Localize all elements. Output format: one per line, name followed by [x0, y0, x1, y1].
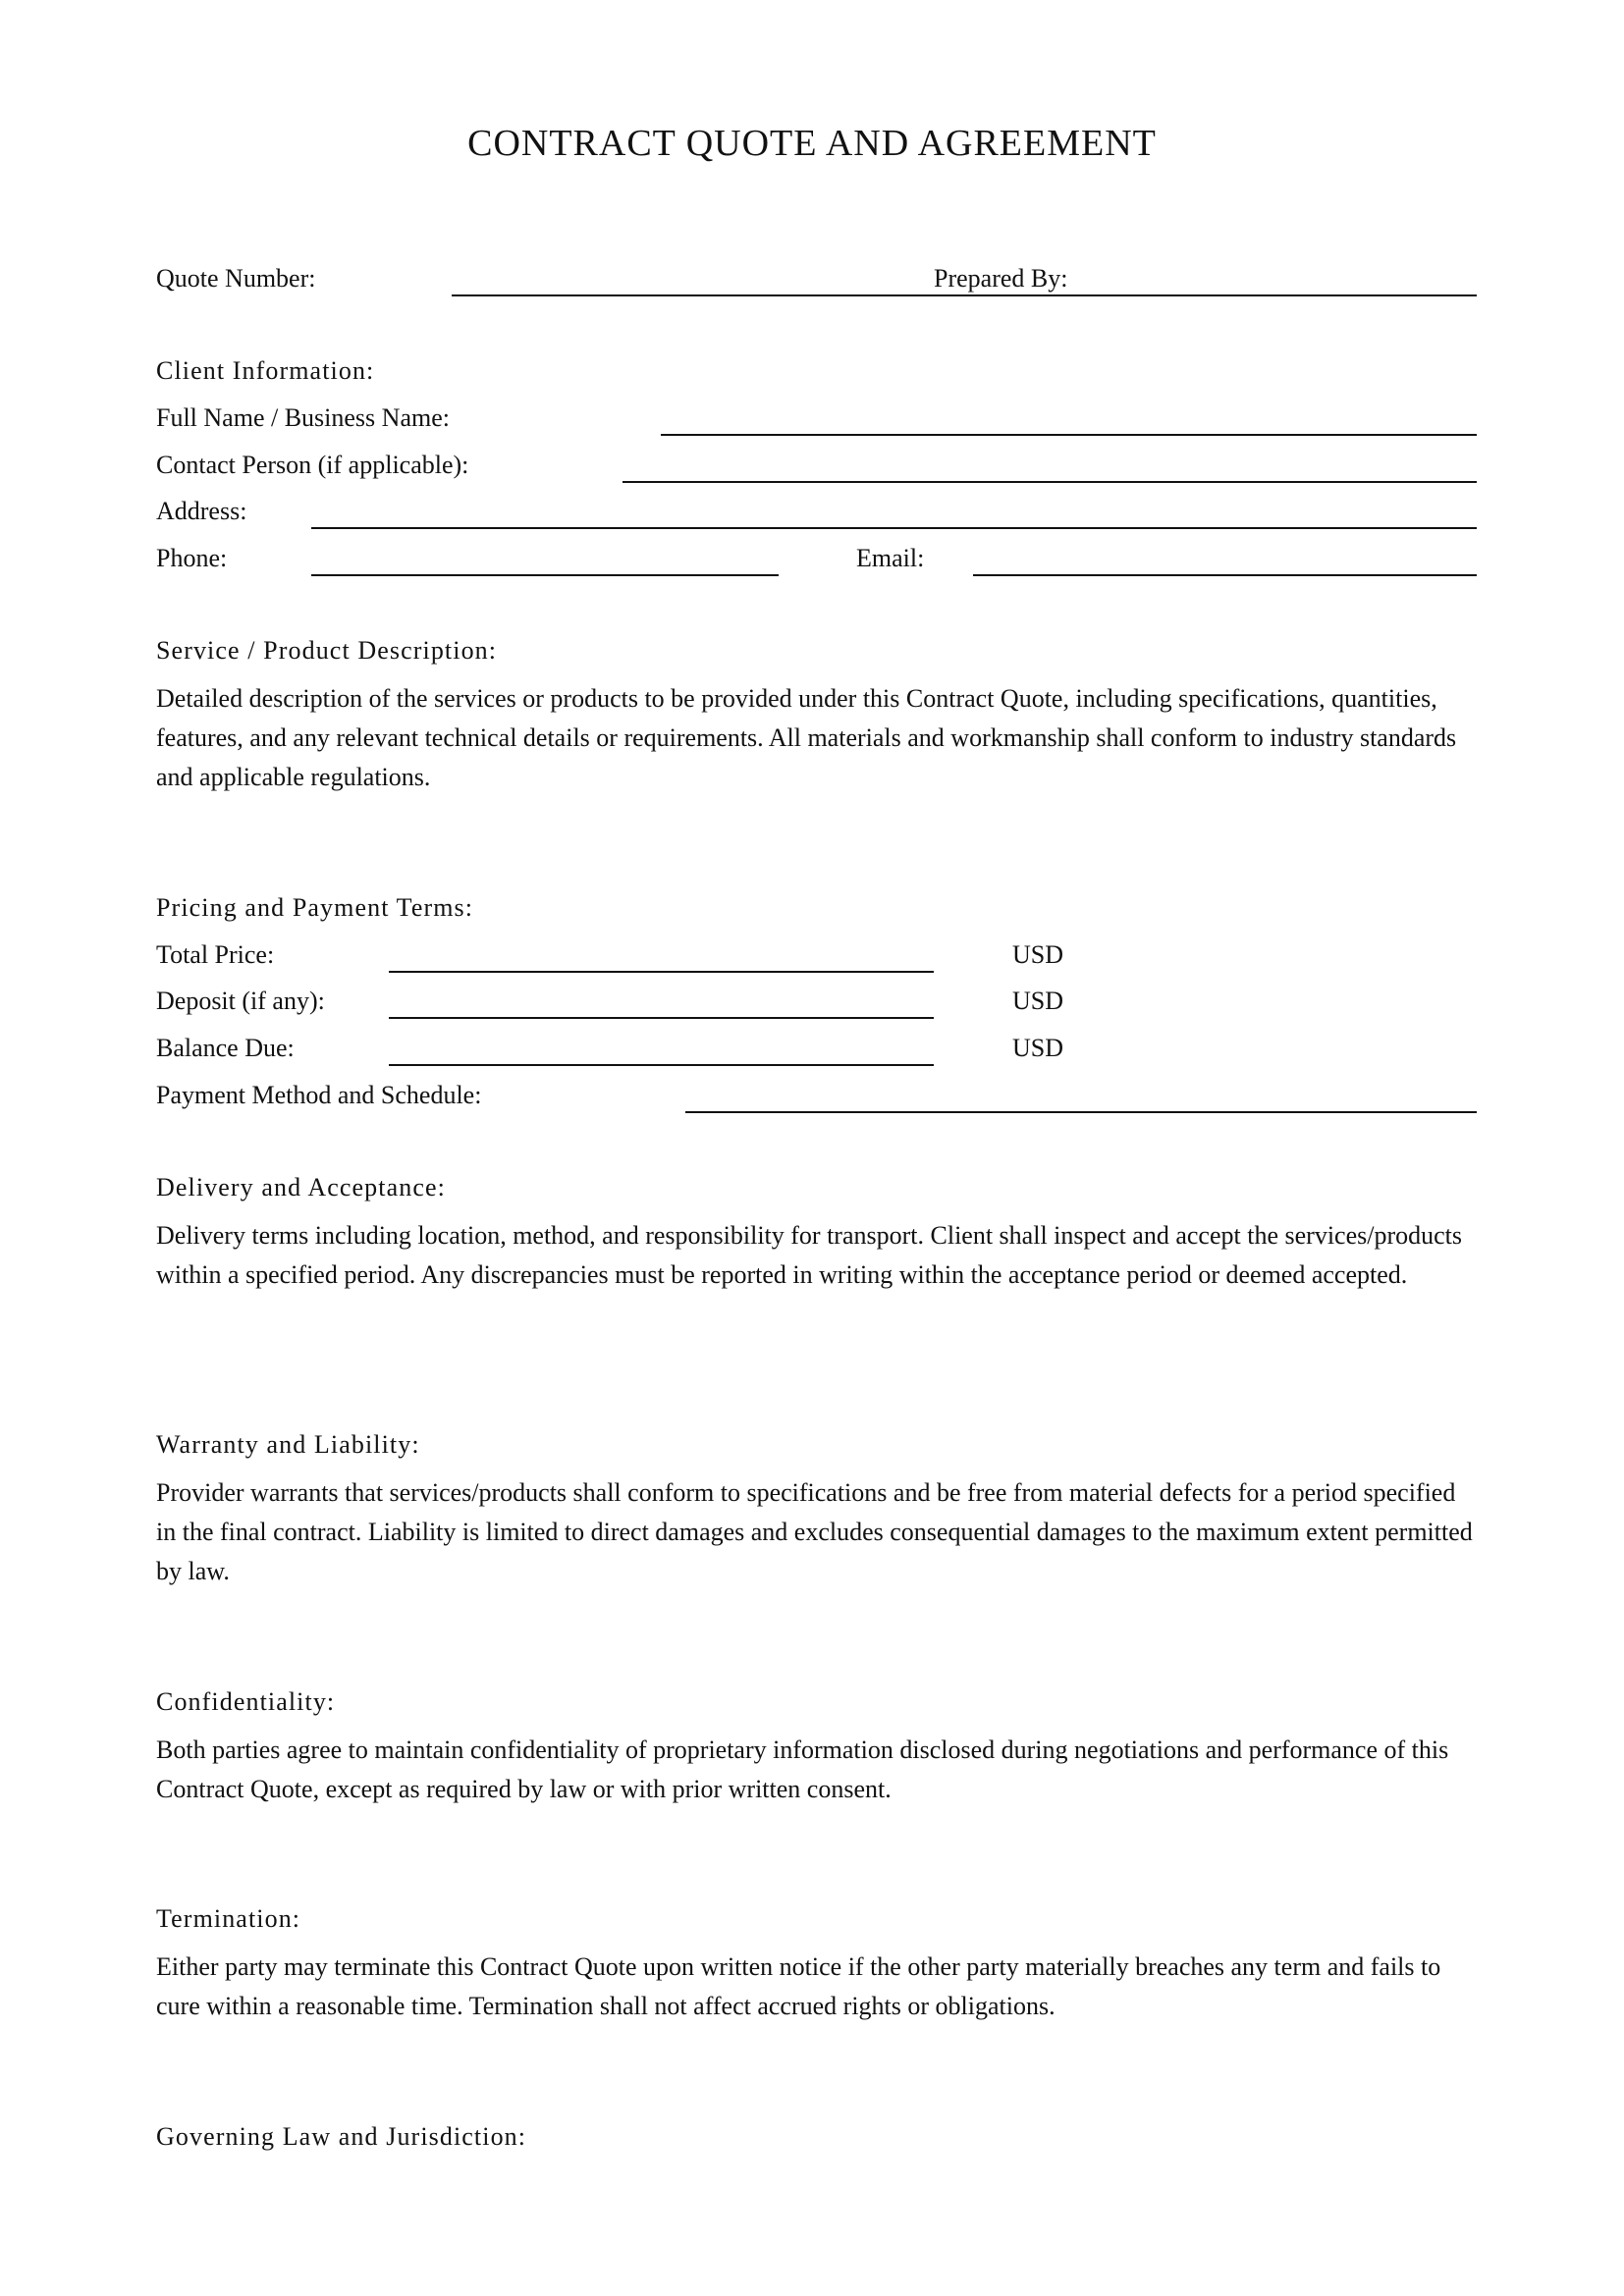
balance-due-currency: USD	[1012, 1034, 1064, 1062]
deposit-field[interactable]	[389, 1017, 934, 1019]
service-description-text: Detailed description of the services or products to be provided under this Contract Quote, including specifications, quantities, features, and any relevant technical details or requirements. All materials and workmanship shall conform to industry standards and applicable regulations.	[156, 684, 1457, 791]
document-title: CONTRACT QUOTE AND AGREEMENT	[467, 123, 1157, 164]
confidentiality-heading: Confidentiality:	[156, 1687, 336, 1716]
deposit-label: Deposit (if any):	[156, 987, 325, 1015]
full-name-field[interactable]	[661, 434, 1477, 436]
warranty-heading: Warranty and Liability:	[156, 1430, 420, 1459]
phone-field[interactable]	[311, 574, 779, 576]
full-name-label: Full Name / Business Name:	[156, 403, 450, 432]
quote-number-label: Quote Number:	[156, 264, 316, 293]
delivery-heading: Delivery and Acceptance:	[156, 1173, 446, 1201]
contact-person-field[interactable]	[623, 481, 1477, 483]
phone-label: Phone:	[156, 544, 228, 572]
warranty-text: Provider warrants that services/products shall conform to specifications and be free from material defects for a period specified in the final contract. Liability is limited to direct damages and excludes consequential damages to the maximum extent permitted by law.	[156, 1478, 1473, 1585]
balance-due-field[interactable]	[389, 1064, 934, 1066]
contact-person-label: Contact Person (if applicable):	[156, 451, 469, 479]
delivery-text: Delivery terms including location, method, and responsibility for transport. Client shall inspect and accept the services/products within a specified period. Any discrepancies must be reported in writing within the acceptance period or deemed accepted.	[156, 1221, 1462, 1289]
termination-heading: Termination:	[156, 1904, 301, 1933]
service-description-heading: Service / Product Description:	[156, 636, 498, 665]
confidentiality-text: Both parties agree to maintain confidentiality of proprietary information disclosed during negotiations and performance of this Contract Quote, except as required by law or with prior written consent.	[156, 1735, 1449, 1803]
total-price-label: Total Price:	[156, 940, 275, 969]
total-price-field[interactable]	[389, 971, 934, 973]
client-information-heading: Client Information:	[156, 356, 375, 385]
address-field[interactable]	[311, 527, 1477, 529]
email-label: Email:	[856, 544, 925, 572]
total-price-currency: USD	[1012, 940, 1064, 969]
balance-due-label: Balance Due:	[156, 1034, 295, 1062]
termination-text: Either party may terminate this Contract Quote upon written notice if the other party materially breaches any term and fails to cure within a reasonable time. Termination shall not affect accrued rights or obligations.	[156, 1952, 1441, 2020]
address-label: Address:	[156, 497, 247, 525]
payment-method-field[interactable]	[685, 1111, 1477, 1113]
pricing-heading: Pricing and Payment Terms:	[156, 893, 474, 922]
deposit-currency: USD	[1012, 987, 1064, 1015]
email-field[interactable]	[973, 574, 1477, 576]
payment-method-label: Payment Method and Schedule:	[156, 1081, 482, 1109]
prepared-by-label: Prepared By:	[934, 264, 1068, 293]
governing-law-heading: Governing Law and Jurisdiction:	[156, 2122, 527, 2151]
